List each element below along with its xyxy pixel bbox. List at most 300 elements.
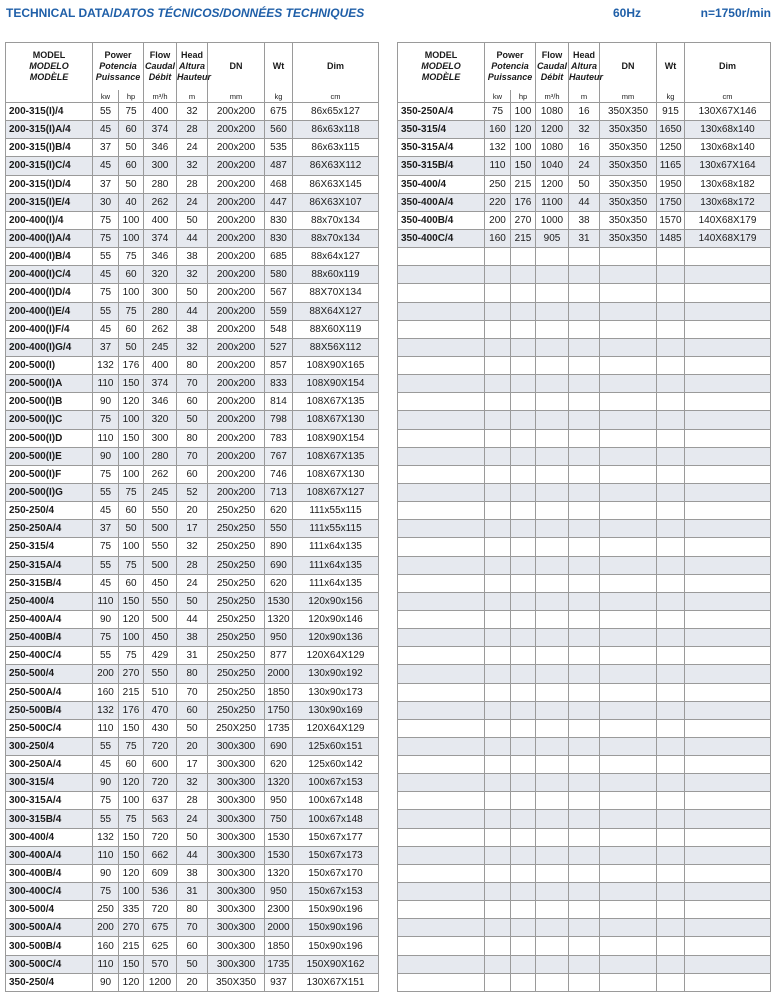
head-en: Head (180, 50, 203, 60)
cell-flow: 400 (144, 103, 177, 121)
cell-wt: 567 (265, 284, 293, 302)
empty-row (398, 701, 771, 719)
cell-model (398, 792, 485, 810)
cell-dim (685, 592, 771, 610)
cell-wt (657, 338, 685, 356)
cell-wt (657, 465, 685, 483)
cell-wt (657, 973, 685, 991)
cell-head: 24 (569, 157, 600, 175)
column-header-dim: Dim (293, 43, 379, 91)
cell-wt: 1750 (657, 193, 685, 211)
cell-wt (657, 647, 685, 665)
cell-dim: 88X70X134 (293, 284, 379, 302)
cell-flow (536, 556, 569, 574)
table-row (6, 756, 379, 774)
cell-head: 38 (177, 320, 208, 338)
cell-wt: 1650 (657, 121, 685, 139)
table-row (6, 483, 379, 501)
cell-hp (511, 520, 536, 538)
cell-dn: 250x250 (208, 592, 265, 610)
cell-dim: 108X67X135 (293, 393, 379, 411)
cell-hp: 150 (119, 375, 144, 393)
cell-flow: 400 (144, 211, 177, 229)
cell-flow (536, 320, 569, 338)
cell-kw: 45 (93, 266, 119, 284)
cell-model: 200-500(I)B (6, 393, 93, 411)
cell-dn: 200x200 (208, 338, 265, 356)
cell-wt (657, 429, 685, 447)
unit-model (398, 90, 485, 103)
cell-kw: 250 (485, 175, 511, 193)
table-header (398, 43, 771, 103)
cell-dn (600, 375, 657, 393)
cell-dn: 200x200 (208, 175, 265, 193)
cell-dim: 130X67X146 (685, 103, 771, 121)
cell-model: 350-400/4 (398, 175, 485, 193)
cell-dn (600, 846, 657, 864)
cell-flow (536, 701, 569, 719)
cell-wt: 2300 (265, 901, 293, 919)
cell-wt (657, 629, 685, 647)
page-title (6, 6, 364, 20)
cell-model (398, 629, 485, 647)
cell-kw: 75 (93, 411, 119, 429)
cell-model: 300-400A/4 (6, 846, 93, 864)
cell-hp: 75 (119, 302, 144, 320)
cell-dn (600, 356, 657, 374)
cell-wt: 1165 (657, 157, 685, 175)
empty-row (398, 919, 771, 937)
cell-head: 70 (177, 919, 208, 937)
cell-dn (600, 483, 657, 501)
cell-dn (600, 973, 657, 991)
cell-head (569, 266, 600, 284)
cell-flow (536, 411, 569, 429)
table-row (6, 502, 379, 520)
cell-hp (511, 937, 536, 955)
cell-model: 250-500/4 (6, 665, 93, 683)
cell-wt: 685 (265, 248, 293, 266)
empty-row (398, 846, 771, 864)
cell-dim: 130x90x173 (293, 683, 379, 701)
cell-dim: 130X67X151 (293, 973, 379, 991)
empty-row (398, 792, 771, 810)
flow-fr: Débit (148, 72, 172, 82)
cell-dim: 120X64X129 (293, 719, 379, 737)
cell-wt: 550 (265, 520, 293, 538)
cell-hp (511, 592, 536, 610)
cell-wt (657, 592, 685, 610)
cell-hp: 150 (119, 592, 144, 610)
cell-kw (485, 629, 511, 647)
cell-head: 60 (177, 937, 208, 955)
table-row (6, 846, 379, 864)
cell-dim: 150x67x177 (293, 828, 379, 846)
cell-hp: 100 (119, 883, 144, 901)
cell-kw: 45 (93, 157, 119, 175)
cell-dim: 130x68x140 (685, 121, 771, 139)
cell-wt (657, 610, 685, 628)
cell-dim (685, 538, 771, 556)
cell-wt (657, 302, 685, 320)
cell-model: 200-400(I)B/4 (6, 248, 93, 266)
cell-model: 200-400(I)C/4 (6, 266, 93, 284)
cell-dn: 200x200 (208, 429, 265, 447)
cell-flow: 550 (144, 665, 177, 683)
cell-model (398, 864, 485, 882)
table-row (6, 883, 379, 901)
cell-model (398, 502, 485, 520)
cell-head (569, 955, 600, 973)
empty-row (398, 302, 771, 320)
cell-dn (600, 284, 657, 302)
cell-head: 17 (177, 756, 208, 774)
cell-hp: 75 (119, 737, 144, 755)
cell-hp (511, 556, 536, 574)
cell-dim (685, 973, 771, 991)
table-row (6, 157, 379, 175)
cell-model: 350-250A/4 (398, 103, 485, 121)
cell-model: 200-400(I)/4 (6, 211, 93, 229)
cell-wt (657, 937, 685, 955)
cell-kw (485, 719, 511, 737)
cell-hp (511, 701, 536, 719)
cell-flow: 320 (144, 411, 177, 429)
empty-row (398, 973, 771, 991)
table-row (6, 647, 379, 665)
cell-dim (685, 719, 771, 737)
cell-head: 32 (177, 774, 208, 792)
empty-row (398, 429, 771, 447)
cell-wt (657, 919, 685, 937)
cell-kw (485, 774, 511, 792)
cell-dn (600, 556, 657, 574)
cell-dn (600, 320, 657, 338)
cell-model (398, 737, 485, 755)
cell-kw (485, 973, 511, 991)
cell-dim: 100x67x148 (293, 810, 379, 828)
cell-hp (511, 248, 536, 266)
cell-head (569, 665, 600, 683)
cell-dim (685, 937, 771, 955)
cell-dim (685, 828, 771, 846)
cell-model: 200-400(I)E/4 (6, 302, 93, 320)
cell-flow: 637 (144, 792, 177, 810)
cell-model: 300-500A/4 (6, 919, 93, 937)
cell-dn: 250x250 (208, 574, 265, 592)
cell-hp: 100 (511, 103, 536, 121)
cell-kw: 200 (485, 211, 511, 229)
cell-head: 24 (177, 139, 208, 157)
cell-hp: 40 (119, 193, 144, 211)
cell-kw (485, 375, 511, 393)
cell-kw (485, 502, 511, 520)
empty-row (398, 756, 771, 774)
table-row (6, 266, 379, 284)
empty-row (398, 883, 771, 901)
cell-dim: 150x90x196 (293, 919, 379, 937)
cell-hp: 270 (119, 665, 144, 683)
cell-dim: 150X90X162 (293, 955, 379, 973)
cell-flow (536, 864, 569, 882)
cell-head (569, 338, 600, 356)
cell-dn (600, 792, 657, 810)
column-header-head (569, 43, 604, 91)
cell-head (569, 701, 600, 719)
cell-hp (511, 919, 536, 937)
cell-wt: 620 (265, 756, 293, 774)
cell-kw: 160 (93, 683, 119, 701)
cell-hp (511, 483, 536, 501)
cell-wt: 1750 (265, 701, 293, 719)
cell-head: 44 (177, 302, 208, 320)
cell-dn: 300x300 (208, 828, 265, 846)
cell-model (398, 356, 485, 374)
cell-head: 32 (177, 266, 208, 284)
cell-dn: 200x200 (208, 320, 265, 338)
model-en: MODEL (424, 50, 458, 60)
cell-kw (485, 284, 511, 302)
cell-head (569, 302, 600, 320)
cell-wt: 690 (265, 556, 293, 574)
cell-dim: 130x90x192 (293, 665, 379, 683)
cell-hp (511, 846, 536, 864)
cell-dn: 250x250 (208, 520, 265, 538)
cell-head (569, 574, 600, 592)
cell-hp (511, 756, 536, 774)
cell-model: 350-400A/4 (398, 193, 485, 211)
table-row (6, 248, 379, 266)
cell-wt: 1320 (265, 774, 293, 792)
table-row (6, 792, 379, 810)
table-row (6, 574, 379, 592)
cell-hp: 215 (511, 175, 536, 193)
cell-head (569, 447, 600, 465)
cell-wt (657, 284, 685, 302)
cell-wt: 833 (265, 375, 293, 393)
cell-dim (685, 683, 771, 701)
cell-model (398, 302, 485, 320)
unit-dim: cm (293, 90, 379, 103)
empty-row (398, 955, 771, 973)
cell-dim: 150x90x196 (293, 901, 379, 919)
cell-head: 38 (569, 211, 600, 229)
cell-model: 300-500/4 (6, 901, 93, 919)
cell-flow (536, 756, 569, 774)
cell-wt: 830 (265, 211, 293, 229)
table-body (6, 103, 379, 992)
cell-kw: 90 (93, 610, 119, 628)
cell-kw: 110 (93, 592, 119, 610)
cell-model (398, 284, 485, 302)
cell-dn: 300x300 (208, 792, 265, 810)
cell-head: 70 (177, 683, 208, 701)
power-en: Power (496, 50, 524, 60)
cell-model: 250-315B/4 (6, 574, 93, 592)
cell-dim: 108X67X135 (293, 447, 379, 465)
cell-hp: 100 (511, 139, 536, 157)
cell-dim (685, 701, 771, 719)
cell-head: 24 (177, 810, 208, 828)
cell-wt: 830 (265, 229, 293, 247)
cell-dn: 300x300 (208, 955, 265, 973)
cell-hp: 150 (119, 955, 144, 973)
cell-dn: 300x300 (208, 846, 265, 864)
cell-wt (657, 683, 685, 701)
cell-dn: 300x300 (208, 737, 265, 755)
model-es: MODELO (421, 61, 461, 71)
unit-model (6, 90, 93, 103)
cell-dn: 350x350 (600, 121, 657, 139)
cell-model (398, 320, 485, 338)
cell-hp: 215 (511, 229, 536, 247)
cell-flow (536, 592, 569, 610)
cell-hp: 100 (119, 447, 144, 465)
column-header-power (93, 43, 144, 91)
cell-flow: 662 (144, 846, 177, 864)
table-row (6, 955, 379, 973)
table-row (6, 229, 379, 247)
table-row (6, 175, 379, 193)
cell-dim: 86X63X145 (293, 175, 379, 193)
cell-flow: 262 (144, 320, 177, 338)
cell-head (569, 520, 600, 538)
cell-flow: 675 (144, 919, 177, 937)
cell-hp (511, 719, 536, 737)
head-es: Altura (570, 61, 597, 71)
cell-head: 80 (177, 901, 208, 919)
cell-hp (511, 629, 536, 647)
cell-flow (536, 248, 569, 266)
cell-dim (685, 810, 771, 828)
cell-kw (485, 592, 511, 610)
cell-kw: 90 (93, 774, 119, 792)
cell-flow (536, 719, 569, 737)
cell-dim: 111x64x135 (293, 556, 379, 574)
table-row (6, 629, 379, 647)
cell-wt: 1320 (265, 610, 293, 628)
cell-model: 300-315B/4 (6, 810, 93, 828)
cell-head: 20 (177, 737, 208, 755)
cell-model: 250-400A/4 (6, 610, 93, 628)
cell-flow (536, 792, 569, 810)
cell-wt: 468 (265, 175, 293, 193)
table-row (6, 665, 379, 683)
cell-hp (511, 828, 536, 846)
cell-model: 200-315(I)B/4 (6, 139, 93, 157)
cell-hp (511, 429, 536, 447)
cell-hp (511, 665, 536, 683)
cell-kw (485, 828, 511, 846)
cell-wt: 535 (265, 139, 293, 157)
model-en: MODEL (32, 50, 66, 60)
cell-wt: 750 (265, 810, 293, 828)
cell-wt (657, 846, 685, 864)
empty-row (398, 320, 771, 338)
cell-head (569, 774, 600, 792)
cell-dim (685, 465, 771, 483)
cell-wt: 937 (265, 973, 293, 991)
cell-model (398, 810, 485, 828)
cell-wt: 1735 (265, 719, 293, 737)
cell-kw: 45 (93, 502, 119, 520)
cell-kw: 75 (93, 211, 119, 229)
cell-wt: 746 (265, 465, 293, 483)
cell-kw: 75 (93, 629, 119, 647)
cell-dn (600, 592, 657, 610)
table-row (6, 901, 379, 919)
cell-model (398, 556, 485, 574)
cell-flow (536, 973, 569, 991)
cell-head: 70 (177, 447, 208, 465)
cell-kw: 90 (93, 864, 119, 882)
cell-dn: 350X350 (208, 973, 265, 991)
cell-head: 31 (177, 883, 208, 901)
cell-kw: 55 (93, 737, 119, 755)
cell-hp (511, 266, 536, 284)
cell-kw: 110 (93, 719, 119, 737)
cell-dn (600, 502, 657, 520)
column-header-flow (536, 43, 569, 91)
cell-head (569, 864, 600, 882)
cell-head (569, 502, 600, 520)
table-row (6, 538, 379, 556)
cell-dn: 250x250 (208, 647, 265, 665)
cell-flow: 500 (144, 610, 177, 628)
cell-dim (685, 356, 771, 374)
cell-dim: 120x90x156 (293, 592, 379, 610)
cell-dim: 108X67X130 (293, 411, 379, 429)
cell-dn: 200x200 (208, 411, 265, 429)
cell-dim: 130x68x182 (685, 175, 771, 193)
cell-flow (536, 338, 569, 356)
empty-row (398, 483, 771, 501)
cell-head: 24 (177, 574, 208, 592)
table-header (6, 43, 379, 103)
cell-dn (600, 955, 657, 973)
cell-head: 44 (177, 846, 208, 864)
cell-model (398, 610, 485, 628)
cell-wt (657, 520, 685, 538)
cell-kw (485, 846, 511, 864)
table-row (6, 810, 379, 828)
cell-dn: 200x200 (208, 103, 265, 121)
cell-model: 300-400B/4 (6, 864, 93, 882)
cell-dim: 150x67x153 (293, 883, 379, 901)
cell-kw (485, 792, 511, 810)
power-fr: Puissance (95, 72, 141, 82)
cell-head: 32 (177, 103, 208, 121)
cell-flow: 280 (144, 175, 177, 193)
cell-wt: 814 (265, 393, 293, 411)
cell-wt: 857 (265, 356, 293, 374)
cell-wt: 798 (265, 411, 293, 429)
cell-flow: 1200 (536, 121, 569, 139)
cell-flow: 245 (144, 483, 177, 501)
cell-dim (685, 774, 771, 792)
header-row (6, 43, 379, 91)
power-es: Potencia (491, 61, 529, 71)
cell-model: 250-400/4 (6, 592, 93, 610)
cell-hp (511, 810, 536, 828)
table-row (6, 411, 379, 429)
cell-flow: 320 (144, 266, 177, 284)
column-header-wt: Wt (265, 43, 293, 91)
cell-head (569, 737, 600, 755)
cell-dim (685, 375, 771, 393)
table-row (6, 774, 379, 792)
cell-dim (685, 883, 771, 901)
